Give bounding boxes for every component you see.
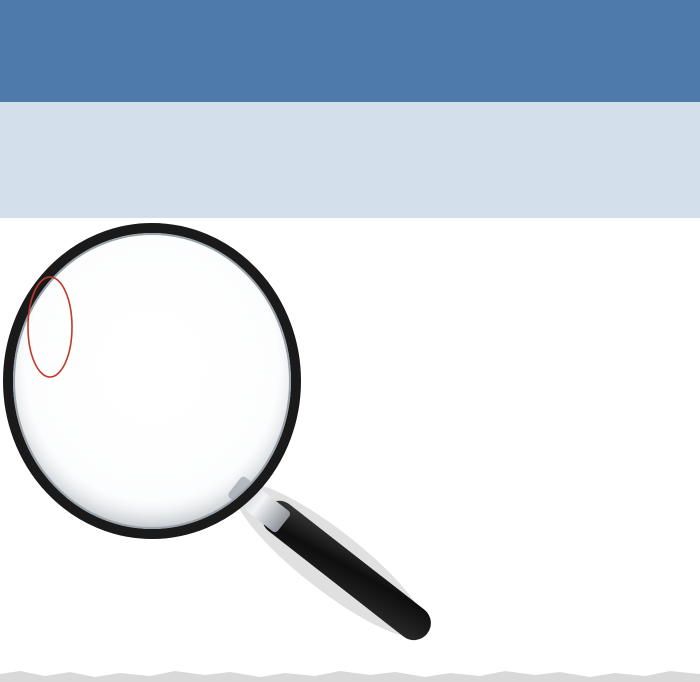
magnified-lens-view [12, 232, 292, 530]
